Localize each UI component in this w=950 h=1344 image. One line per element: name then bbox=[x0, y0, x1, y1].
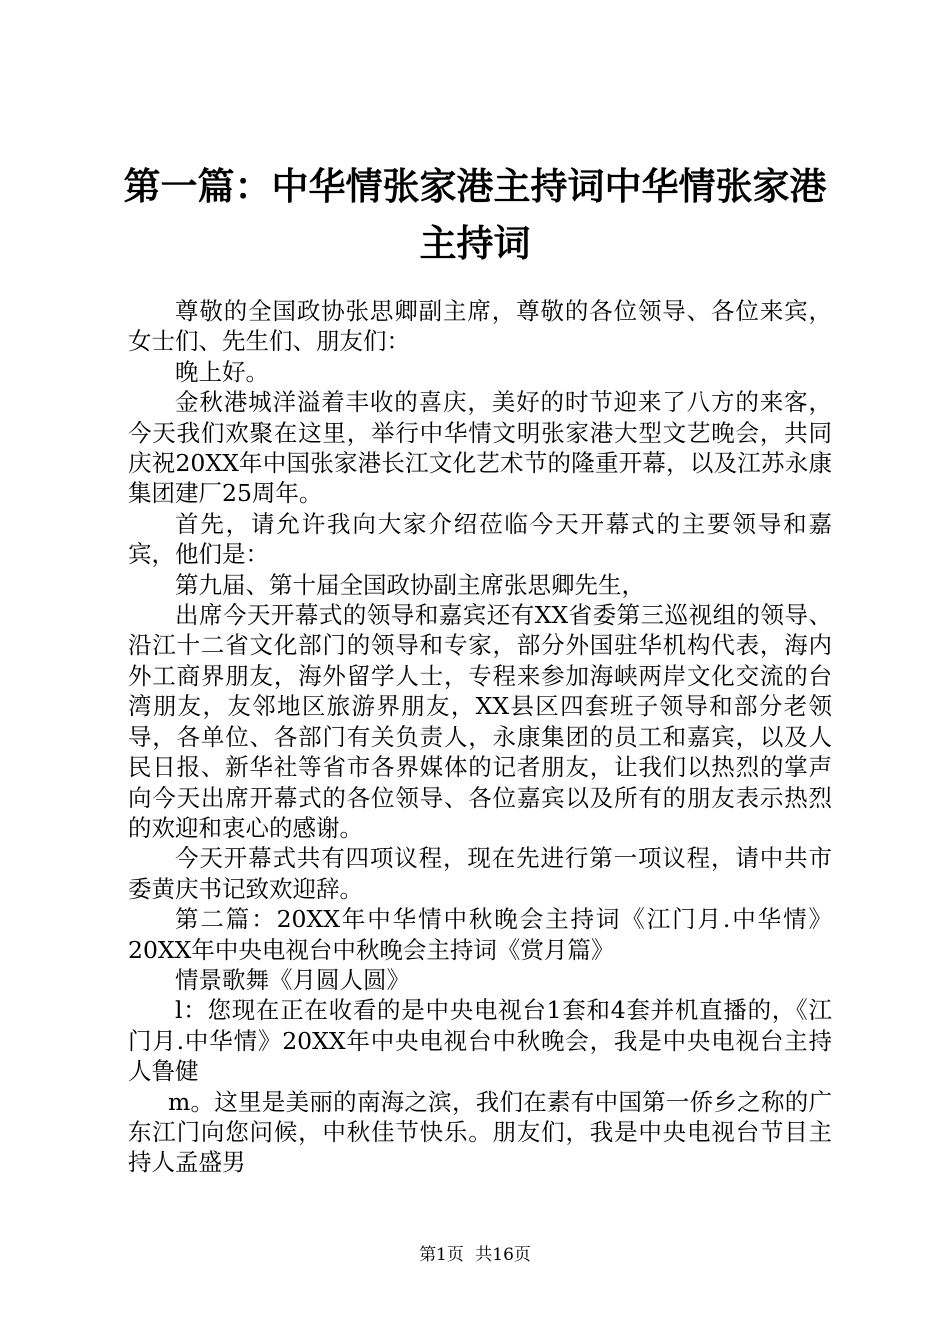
paragraph: 今天开幕式共有四项议程，现在先进行第一项议程，请中共市委黄庆书记致欢迎辞。 bbox=[128, 844, 832, 903]
paragraph: 第二篇：20XX年中华情中秋晚会主持词《江门月.中华情》20XX年中央电视台中秋晚会主持词《赏月篇》 bbox=[128, 905, 832, 964]
paragraph: 尊敬的全国政协张思卿副主席，尊敬的各位领导、各位来宾，女士们、先生们、朋友们： bbox=[128, 297, 832, 356]
paragraph: 晚上好。 bbox=[175, 357, 269, 386]
paragraph: 首先，请允许我向大家介绍莅临今天开幕式的主要领导和嘉宾，他们是： bbox=[128, 509, 832, 569]
paragraph: 出席今天开幕式的领导和嘉宾还有XX省委第三巡视组的领导、沿江十二省文化部门的领导和专家，部分外国驻华机构代表，海内外工商界朋友，海外留学人士，专程来参加海峡两岸文化交流的台湾朋友，友邻地区旅游界朋友，XX县区四套班子领导和部分老领导，各单位、各部门有关负责人，永康集团的员工和嘉宾，以及人民日报、新华社等省市各界媒体的记者朋友，让我们以热烈的掌声向今天出席开幕式的各位领导、各位嘉宾以及所有的朋友表示热烈的欢迎和衷心的感谢。 bbox=[128, 601, 832, 842]
page-footer bbox=[0, 1244, 950, 1266]
paragraph: m。这里是美丽的南海之滨，我们在素有中国第一侨乡之称的广东江门向您问候，中秋佳节快乐。朋友们，我是中央电视台节目主持人孟盛男 bbox=[128, 1087, 832, 1177]
page-number: 第1页 bbox=[419, 1245, 464, 1265]
document-title: 第一篇：中华情张家港主持词中华情张家港主持词 bbox=[123, 164, 827, 265]
paragraph: 金秋港城洋溢着丰收的喜庆，美好的时节迎来了八方的来客，今天我们欢聚在这里，举行中华情文明张家港大型文艺晚会，共同庆祝20XX年中国张家港长江文化艺术节的隆重开幕，以及江苏永康集团建厂25周年。 bbox=[128, 388, 832, 508]
page-total: 共16页 bbox=[475, 1245, 531, 1265]
paragraph: 情景歌舞《月圆人圆》 bbox=[175, 965, 410, 994]
paragraph: 第九届、第十届全国政协副主席张思卿先生， bbox=[175, 570, 645, 599]
document-body bbox=[128, 296, 832, 1178]
paragraph: l：您现在正在收看的是中央电视台1套和4套并机直播的，《江门月.中华情》20XX年中央电视台中秋晚会，我是中央电视台主持人鲁健 bbox=[128, 996, 832, 1086]
